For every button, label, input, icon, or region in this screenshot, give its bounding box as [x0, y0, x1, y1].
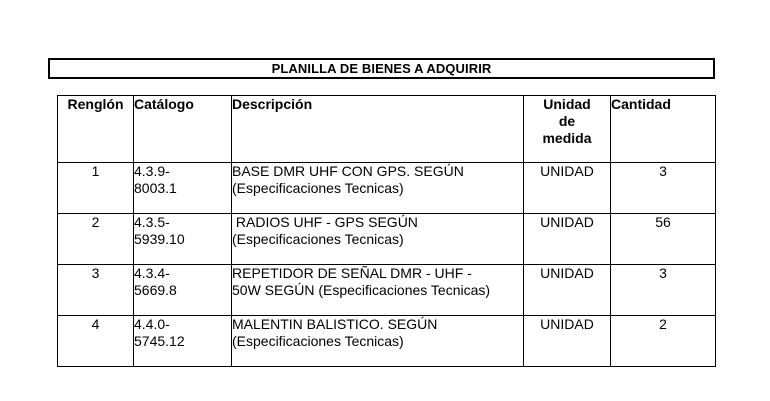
cell-catalogo: [134, 163, 232, 214]
header-unidad-line: de: [558, 113, 576, 129]
cell-cantidad: 3: [611, 265, 716, 316]
table-header-row: [58, 96, 716, 163]
descripcion-line: BASE DMR UHF CON GPS. SEGÚN: [232, 163, 464, 179]
table-row: [58, 265, 716, 316]
header-cantidad: Cantidad: [611, 96, 716, 163]
cell-catalogo: [134, 214, 232, 265]
cell-unidad: UNIDAD: [524, 163, 611, 214]
catalogo-line: 5745.12: [134, 333, 185, 349]
table-row: [58, 316, 716, 367]
cell-descripcion: [232, 265, 524, 316]
page-title: PLANILLA DE BIENES A ADQUIRIR: [48, 58, 715, 79]
cell-unidad: UNIDAD: [524, 265, 611, 316]
cell-renglon: 4: [58, 316, 134, 367]
header-catalogo: Catálogo: [134, 96, 232, 163]
header-renglon: Renglón: [58, 96, 134, 163]
table-row: [58, 214, 716, 265]
catalogo-line: 4.3.9-: [134, 163, 170, 179]
cell-renglon: 1: [58, 163, 134, 214]
cell-renglon: 2: [58, 214, 134, 265]
catalogo-line: 8003.1: [134, 180, 177, 196]
cell-catalogo: [134, 265, 232, 316]
cell-unidad: UNIDAD: [524, 316, 611, 367]
cell-renglon: 3: [58, 265, 134, 316]
table-row: [58, 163, 716, 214]
cell-cantidad: 56: [611, 214, 716, 265]
descripcion-line: (Especificaciones Tecnicas): [232, 180, 404, 196]
header-unidad-medida: [524, 96, 611, 163]
descripcion-line: MALENTIN BALISTICO. SEGÚN: [232, 316, 438, 332]
cell-cantidad: 2: [611, 316, 716, 367]
items-table: [57, 95, 716, 367]
header-descripcion: Descripción: [232, 96, 524, 163]
descripcion-line: (Especificaciones Tecnicas): [232, 333, 404, 349]
cell-cantidad: 3: [611, 163, 716, 214]
header-unidad-line: medida: [542, 130, 592, 146]
descripcion-line: (Especificaciones Tecnicas): [232, 231, 404, 247]
descripcion-line: 50W SEGÚN (Especificaciones Tecnicas): [232, 282, 491, 298]
catalogo-line: 4.3.4-: [134, 265, 170, 281]
cell-unidad: UNIDAD: [524, 214, 611, 265]
cell-descripcion: [232, 316, 524, 367]
descripcion-line: REPETIDOR DE SEÑAL DMR - UHF -: [232, 265, 472, 281]
cell-descripcion: [232, 163, 524, 214]
catalogo-line: 4.4.0-: [134, 316, 170, 332]
descripcion-line: RADIOS UHF - GPS SEGÚN: [232, 214, 418, 230]
header-unidad-line: Unidad: [543, 96, 591, 112]
catalogo-line: 5669.8: [134, 282, 177, 298]
catalogo-line: 4.3.5-: [134, 214, 170, 230]
cell-descripcion: [232, 214, 524, 265]
catalogo-line: 5939.10: [134, 231, 185, 247]
cell-catalogo: [134, 316, 232, 367]
